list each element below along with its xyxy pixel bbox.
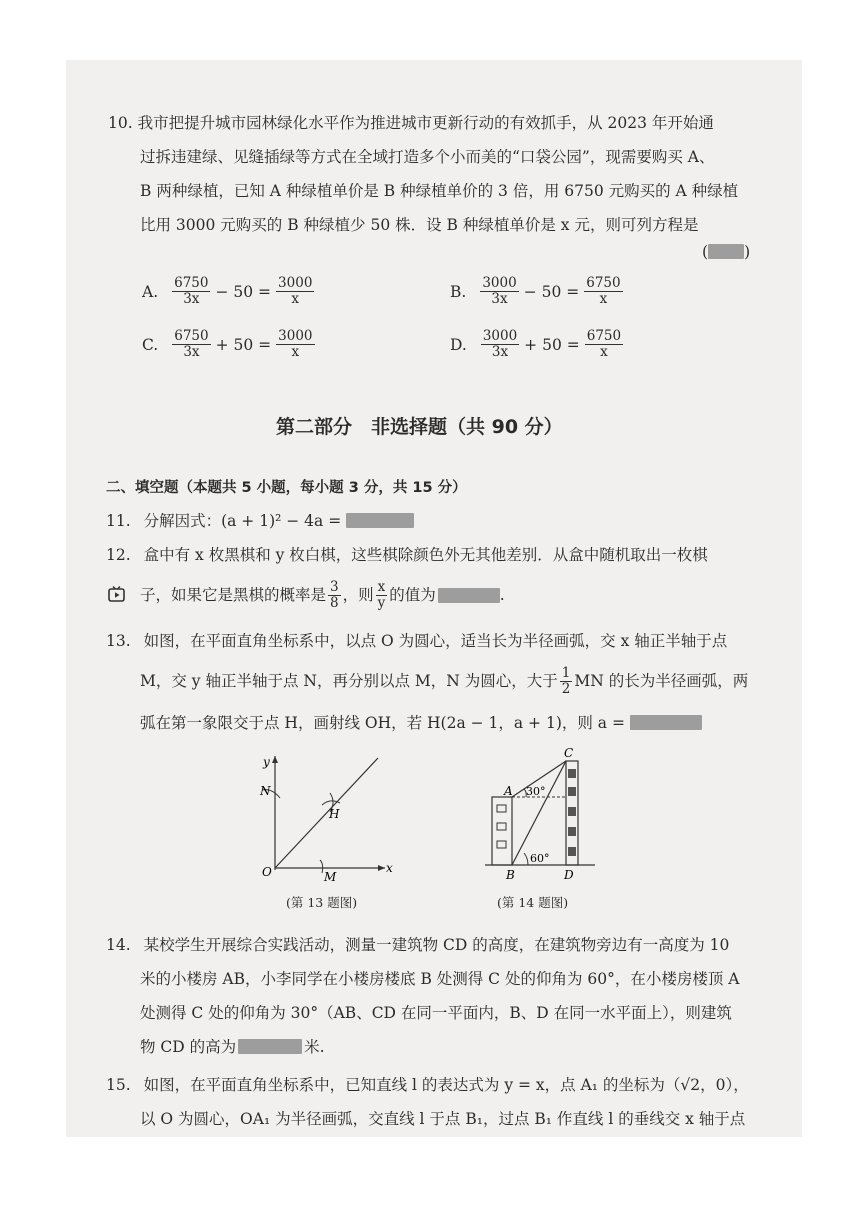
- q12-line1: [106, 545, 708, 565]
- q14-line2: 米的小楼房 AB，小李同学在小楼房楼底 B 处测得 C 处的仰角为 60°，在小楼房楼顶 A: [140, 970, 740, 988]
- q13-answer-blank[interactable]: [630, 715, 702, 730]
- fig13-label-h: H: [329, 807, 340, 821]
- q15-line1: [106, 1075, 749, 1095]
- q14-line3: 处测得 C 处的仰角为 30°（AB、CD 在同一平面内，B、D 在同一水平面上），则建筑: [140, 1004, 732, 1022]
- q15-line2: 以 O 为圆心，OA₁ 为半径画弧，交直线 l 于点 B₁，过点 B₁ 作直线 l 的垂线交 x 轴于点: [140, 1110, 746, 1128]
- q14-number: 14.: [106, 936, 131, 954]
- q12-number: 12.: [106, 546, 131, 564]
- q13-line1: [106, 631, 727, 651]
- fig14-label-d: D: [564, 868, 574, 882]
- small-building-ab: [492, 797, 512, 865]
- fig13-label-m: M: [324, 870, 337, 883]
- fig14-label-c: C: [564, 746, 574, 760]
- q14-answer-blank[interactable]: [238, 1039, 302, 1054]
- q13-text-1: 如图，在平面直角坐标系中，以点 O 为圆心，适当长为半径画弧，交 x 轴正半轴于点: [143, 632, 728, 650]
- q12-line2: 子，如果它是黑棋的概率是 $\frac{3}{8}$ ，则 $\frac{x}{y}$ 的值为 .: [140, 578, 505, 611]
- q11-number: 11.: [106, 512, 131, 530]
- figure-13: [250, 748, 400, 883]
- fig13-label-n: N: [260, 784, 271, 798]
- fig13-label-x: x: [386, 861, 393, 875]
- q11-answer-blank[interactable]: [346, 513, 414, 528]
- q12-text-1: 盒中有 x 枚黑棋和 y 枚白棋，这些棋除颜色外无其他差别．从盒中随机取出一枚棋: [143, 546, 708, 564]
- q10-line1: [108, 113, 714, 133]
- section2-heading: 二、填空题（本题共 5 小题，每小题 3 分，共 15 分）: [106, 480, 467, 496]
- sightline-b-c: [512, 761, 566, 865]
- fig13-caption: (第 13 题图): [286, 895, 358, 910]
- q11-text: 分解因式：(a + 1)² − 4a =: [143, 512, 342, 530]
- q10-answer-paren: ( ): [702, 243, 751, 261]
- q15-number: 15.: [106, 1076, 131, 1094]
- q10-number: 10.: [108, 114, 133, 132]
- q10-option-a[interactable]: A. $\frac{6750}{3x}$ − 50 = $\frac{3000}{x}$: [142, 275, 313, 307]
- q13-number: 13.: [106, 632, 131, 650]
- q10-option-c[interactable]: C. $\frac{6750}{3x}$ + 50 = $\frac{3000}{x}$: [142, 328, 313, 360]
- q13-line3: 弧在第一象限交于点 H，画射线 OH，若 H(2a − 1，a + 1)，则 a =: [140, 713, 702, 733]
- ray-oh: [275, 758, 378, 868]
- q12-answer-blank[interactable]: [438, 588, 500, 603]
- q14-text-1: 某校学生开展综合实践活动，测量一建筑物 CD 的高度，在建筑物旁边有一高度为 10: [143, 936, 730, 954]
- q10-option-d[interactable]: D. $\frac{3000}{3x}$ + 50 = $\frac{6750}{x}$: [450, 328, 622, 360]
- fig14-label-b: B: [506, 868, 515, 882]
- q10-answer-blank[interactable]: [708, 244, 744, 259]
- q15-text-1: 如图，在平面直角坐标系中，已知直线 l 的表达式为 y = x，点 A₁ 的坐标为（√2，0），: [143, 1076, 749, 1094]
- fig14-angle-60: 60°: [530, 852, 550, 865]
- fig13-label-y: y: [263, 755, 270, 769]
- q10-option-b[interactable]: B. $\frac{3000}{3x}$ − 50 = $\frac{6750}{x}$: [450, 275, 621, 307]
- q14-line4: 物 CD 的高为 米.: [140, 1038, 325, 1056]
- fig14-label-a: A: [504, 784, 513, 798]
- arc-m: [320, 860, 323, 873]
- q13-line2: M，交 y 轴正半轴于点 N，再分别以点 M，N 为圆心，大于 $\frac{1}{2}$ MN 的长为半径画弧，两: [140, 664, 749, 697]
- fig13-label-o: O: [262, 865, 272, 879]
- q10-line3: B 两种绿植，已知 A 种绿植单价是 B 种绿植单价的 3 倍，用 6750 元购买的 A 种绿植: [140, 182, 739, 200]
- q10-line2: 过拆违建绿、见缝插绿等方式在全域打造多个小而美的“口袋公园”，现需要购买 A、: [140, 148, 715, 166]
- play-icon[interactable]: [108, 586, 125, 601]
- q11: [106, 511, 414, 531]
- fig14-angle-30: 30°: [526, 785, 546, 798]
- part2-title: 第二部分 非选择题（共 90 分）: [276, 416, 563, 438]
- arc-h-1: [322, 801, 340, 805]
- fig14-caption: (第 14 题图): [497, 895, 569, 910]
- q14-line1: [106, 935, 729, 955]
- q10-line4: 比用 3000 元购买的 B 种绿植少 50 株．设 B 种绿植单价是 x 元，则可列方程是: [140, 216, 699, 234]
- figure-14: [480, 745, 600, 885]
- q10-text-1: 我市把提升城市园林绿化水平作为推进城市更新行动的有效抓手，从 2023 年开始通: [137, 114, 714, 132]
